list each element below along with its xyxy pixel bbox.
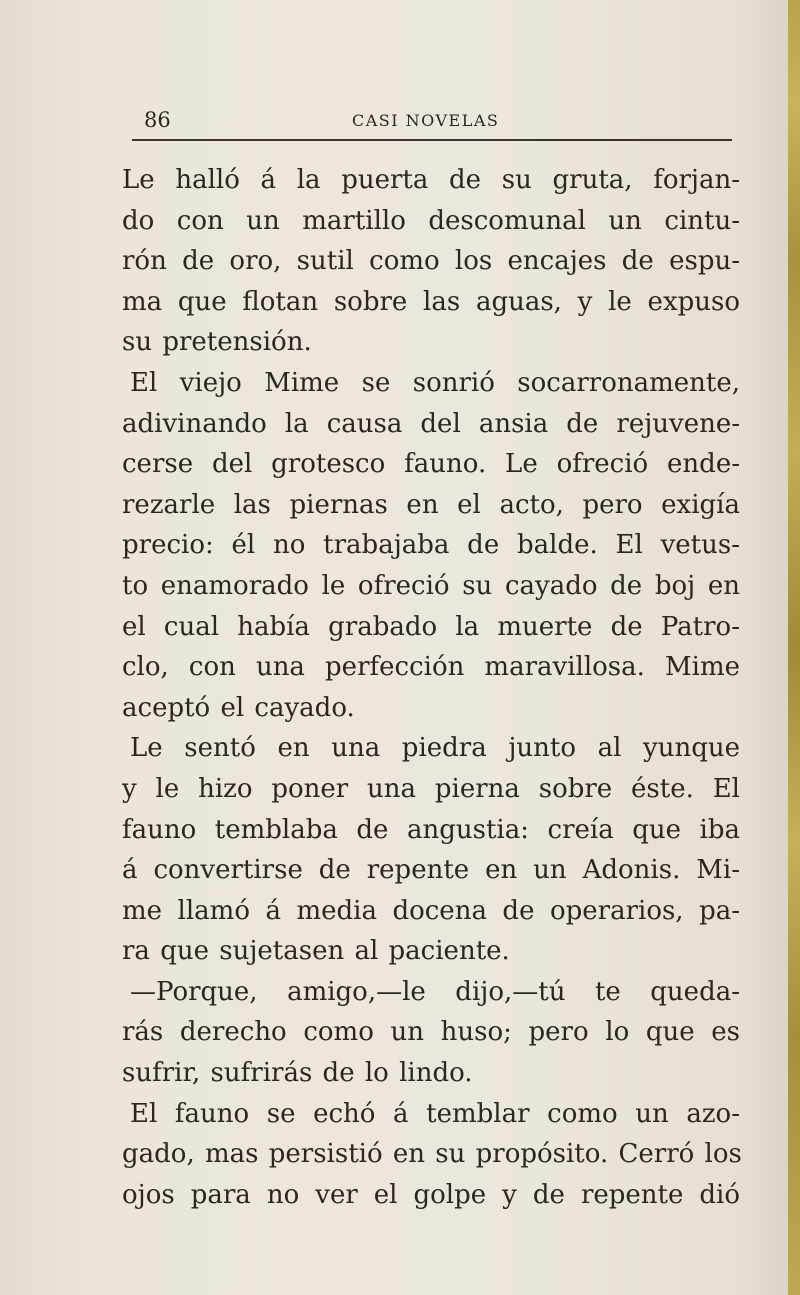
text-line: gado, mas persistió en su propósito. Cerró los: [122, 1139, 742, 1170]
running-head: CASI NOVELAS: [352, 111, 500, 130]
text-line: rezarle las piernas en el acto, pero exigía: [122, 489, 740, 520]
text-line: á convertirse de repente en un Adonis. Mi-: [122, 855, 740, 886]
text-line: rás derecho como un huso; pero lo que es: [122, 1017, 740, 1048]
text-line: fauno temblaba de angustia: creía que iba: [122, 814, 740, 845]
text-line: el cual había grabado la muerte de Patro-: [122, 611, 740, 642]
header-rule: [132, 139, 732, 141]
text-line: do con un martillo descomunal un cintu-: [122, 205, 740, 236]
text-line: Le halló á la puerta de su gruta, forjan-: [122, 165, 740, 195]
text-line: aceptó el cayado.: [122, 692, 355, 723]
page-number: 86: [144, 108, 171, 132]
text-line: El viejo Mime se sonrió socarronamente,: [130, 367, 740, 398]
text-line: ma que flotan sobre las aguas, y le expuso: [122, 286, 740, 317]
text-line: to enamorado le ofreció su cayado de boj en: [122, 570, 740, 601]
text-line: sufrir, sufrirás de lo lindo.: [122, 1058, 473, 1089]
text-line: me llamó á media docena de operarios, pa-: [122, 895, 740, 926]
text-line: ra que sujetasen al paciente.: [122, 936, 510, 967]
text-line: —Porque, amigo,—le dijo,—tú te queda-: [130, 976, 740, 1007]
text-line: adivinando la causa del ansia de rejuvene-: [122, 408, 740, 439]
text-line: su pretensión.: [122, 327, 312, 358]
text-line: clo, con una perfección maravillosa. Mime: [122, 652, 740, 683]
text-line: El fauno se echó á temblar como un azo-: [130, 1098, 740, 1129]
page-header: [132, 108, 732, 132]
text-line: ojos para no ver el golpe y de repente dió: [122, 1179, 740, 1210]
text-line: Le sentó en una piedra junto al yunque: [130, 733, 740, 764]
text-line: rón de oro, sutil como los encajes de espu-: [122, 246, 740, 277]
body-text: [122, 160, 740, 1215]
text-line: precio: él no trabajaba de balde. El vetus-: [122, 530, 740, 561]
page-edge: [788, 0, 800, 1295]
text-line: cerse del grotesco fauno. Le ofreció ende-: [122, 449, 740, 480]
text-line: y le hizo poner una pierna sobre éste. El: [122, 773, 740, 804]
